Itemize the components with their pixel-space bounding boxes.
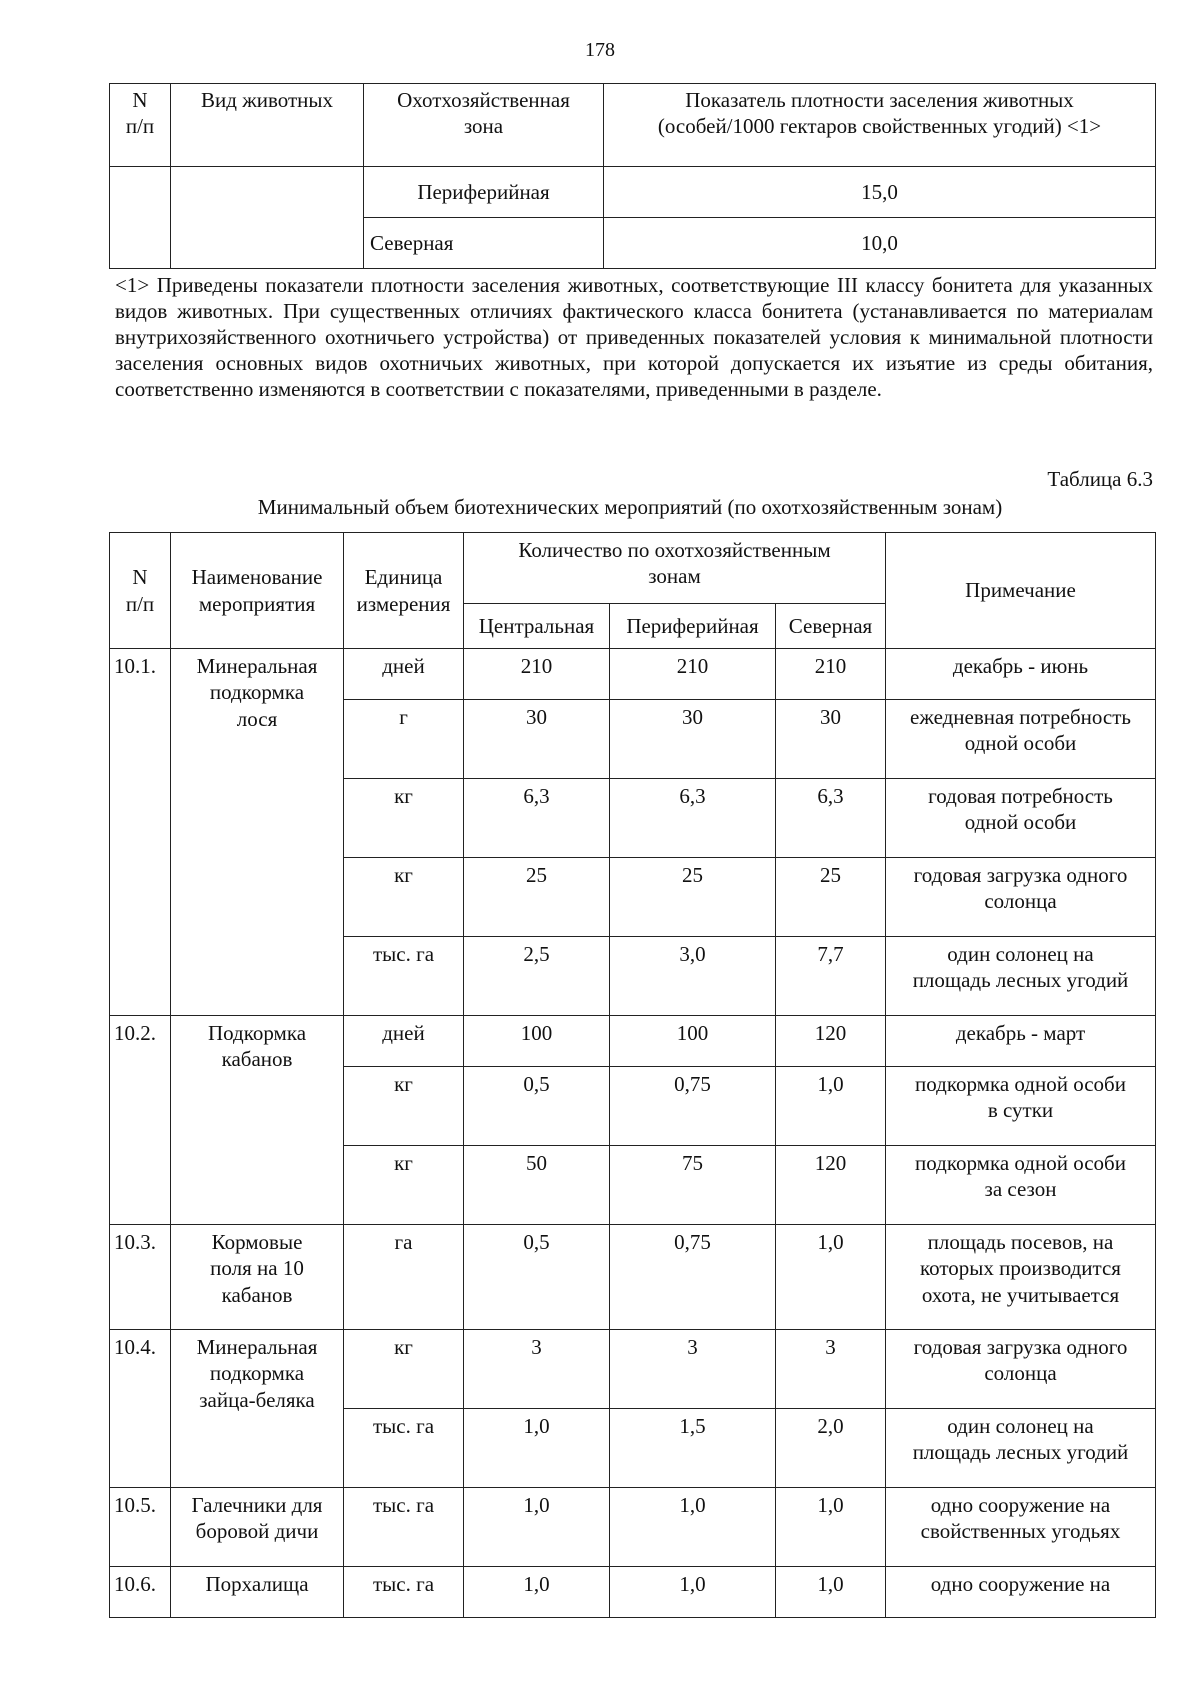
unit-cell: тыс. га <box>344 1488 464 1567</box>
northern-cell: 120 <box>776 1016 886 1067</box>
row-number: 10.6. <box>110 1567 171 1618</box>
peripheral-cell: 6,3 <box>610 779 776 858</box>
activity-name: Минеральная подкормка лося <box>171 649 344 1016</box>
northern-cell: 30 <box>776 700 886 779</box>
row-number: 10.3. <box>110 1225 171 1330</box>
density-table <box>109 83 1156 269</box>
note-cell: декабрь - июнь <box>886 649 1156 700</box>
row-number: 10.4. <box>110 1330 171 1488</box>
peripheral-cell: 30 <box>610 700 776 779</box>
unit-cell: г <box>344 700 464 779</box>
header-peripheral: Периферийная <box>610 604 776 649</box>
note-cell: подкормка одной особи в сутки <box>886 1067 1156 1146</box>
peripheral-cell: 3,0 <box>610 937 776 1016</box>
header-unit: Единица измерения <box>344 533 464 649</box>
note-cell: один солонец на площадь лесных угодий <box>886 937 1156 1016</box>
header-note: Примечание <box>886 533 1156 649</box>
northern-cell: 7,7 <box>776 937 886 1016</box>
unit-cell: га <box>344 1225 464 1330</box>
central-cell: 1,0 <box>464 1488 610 1567</box>
peripheral-cell: 3 <box>610 1330 776 1409</box>
central-cell: 2,5 <box>464 937 610 1016</box>
northern-cell: 120 <box>776 1146 886 1225</box>
zone-cell: Северная <box>364 218 604 269</box>
empty-species-cell <box>171 167 364 269</box>
header-central: Центральная <box>464 604 610 649</box>
zone-cell: Периферийная <box>364 167 604 218</box>
peripheral-cell: 1,5 <box>610 1409 776 1488</box>
row-number: 10.2. <box>110 1016 171 1225</box>
note-cell: декабрь - март <box>886 1016 1156 1067</box>
activity-name: Минеральная подкормка зайца-беляка <box>171 1330 344 1488</box>
density-cell: 15,0 <box>604 167 1156 218</box>
peripheral-cell: 210 <box>610 649 776 700</box>
density-cell: 10,0 <box>604 218 1156 269</box>
peripheral-cell: 0,75 <box>610 1225 776 1330</box>
activity-name: Подкормка кабанов <box>171 1016 344 1225</box>
note-cell: подкормка одной особи за сезон <box>886 1146 1156 1225</box>
table-title: Минимальный объем биотехнических мероприятий (по охотхозяйственным зонам) <box>257 495 1003 519</box>
central-cell: 30 <box>464 700 610 779</box>
northern-cell: 1,0 <box>776 1225 886 1330</box>
central-cell: 1,0 <box>464 1567 610 1618</box>
header-num: N п/п <box>110 533 171 649</box>
unit-cell: дней <box>344 649 464 700</box>
central-cell: 1,0 <box>464 1409 610 1488</box>
unit-cell: кг <box>344 779 464 858</box>
unit-cell: кг <box>344 858 464 937</box>
table-number: Таблица 6.3 <box>1047 467 1153 491</box>
header-northern: Северная <box>776 604 886 649</box>
peripheral-cell: 25 <box>610 858 776 937</box>
northern-cell: 1,0 <box>776 1488 886 1567</box>
note-cell: ежедневная потребность одной особи <box>886 700 1156 779</box>
peripheral-cell: 100 <box>610 1016 776 1067</box>
header-zones-group: Количество по охотхозяйственным зонам <box>464 533 886 604</box>
peripheral-cell: 1,0 <box>610 1488 776 1567</box>
northern-cell: 3 <box>776 1330 886 1409</box>
unit-cell: дней <box>344 1016 464 1067</box>
header-num: N п/п <box>110 84 171 167</box>
peripheral-cell: 0,75 <box>610 1067 776 1146</box>
header-species: Вид животных <box>171 84 364 167</box>
note-cell: годовая потребность одной особи <box>886 779 1156 858</box>
header-zone: Охотхозяйственная зона <box>364 84 604 167</box>
biotech-table <box>109 532 1156 1618</box>
central-cell: 6,3 <box>464 779 610 858</box>
northern-cell: 1,0 <box>776 1067 886 1146</box>
activity-name: Галечники для боровой дичи <box>171 1488 344 1567</box>
central-cell: 210 <box>464 649 610 700</box>
central-cell: 0,5 <box>464 1225 610 1330</box>
note-cell: одно сооружение на свойственных угодьях <box>886 1488 1156 1567</box>
activity-name: Кормовые поля на 10 кабанов <box>171 1225 344 1330</box>
central-cell: 25 <box>464 858 610 937</box>
unit-cell: кг <box>344 1146 464 1225</box>
peripheral-cell: 75 <box>610 1146 776 1225</box>
header-density: Показатель плотности заселения животных (особей/1000 гектаров свойственных угодий) <1> <box>604 84 1156 167</box>
unit-cell: кг <box>344 1067 464 1146</box>
row-number: 10.1. <box>110 649 171 1016</box>
unit-cell: тыс. га <box>344 937 464 1016</box>
unit-cell: кг <box>344 1330 464 1409</box>
northern-cell: 6,3 <box>776 779 886 858</box>
header-name: Наименование мероприятия <box>171 533 344 649</box>
central-cell: 0,5 <box>464 1067 610 1146</box>
activity-name: Порхалища <box>171 1567 344 1618</box>
central-cell: 3 <box>464 1330 610 1409</box>
note-cell: годовая загрузка одного солонца <box>886 1330 1156 1409</box>
northern-cell: 1,0 <box>776 1567 886 1618</box>
unit-cell: тыс. га <box>344 1567 464 1618</box>
central-cell: 50 <box>464 1146 610 1225</box>
note-cell: один солонец на площадь лесных угодий <box>886 1409 1156 1488</box>
empty-num-cell <box>110 167 171 269</box>
northern-cell: 25 <box>776 858 886 937</box>
page-number: 178 <box>585 39 615 61</box>
note-cell: одно сооружение на <box>886 1567 1156 1618</box>
central-cell: 100 <box>464 1016 610 1067</box>
northern-cell: 2,0 <box>776 1409 886 1488</box>
footnote: <1> Приведены показатели плотности заселения животных, соответствующие III классу бонитета для указанных видов животных. При существенных отличиях фактического класса бонитета (устанавливается по материалам внутрихозяйственного охотничьего устройства) от приведенных показателей условия к минимальной плотности заселения основных видов охотничьих животных, при которой допускается их изъятие из среды обитания, соответственно изменяются в соответствии с показателями, приведенными в разделе. <box>115 273 1153 401</box>
unit-cell: тыс. га <box>344 1409 464 1488</box>
note-cell: площадь посевов, на которых производится охота, не учитывается <box>886 1225 1156 1330</box>
row-number: 10.5. <box>110 1488 171 1567</box>
note-cell: годовая загрузка одного солонца <box>886 858 1156 937</box>
northern-cell: 210 <box>776 649 886 700</box>
peripheral-cell: 1,0 <box>610 1567 776 1618</box>
